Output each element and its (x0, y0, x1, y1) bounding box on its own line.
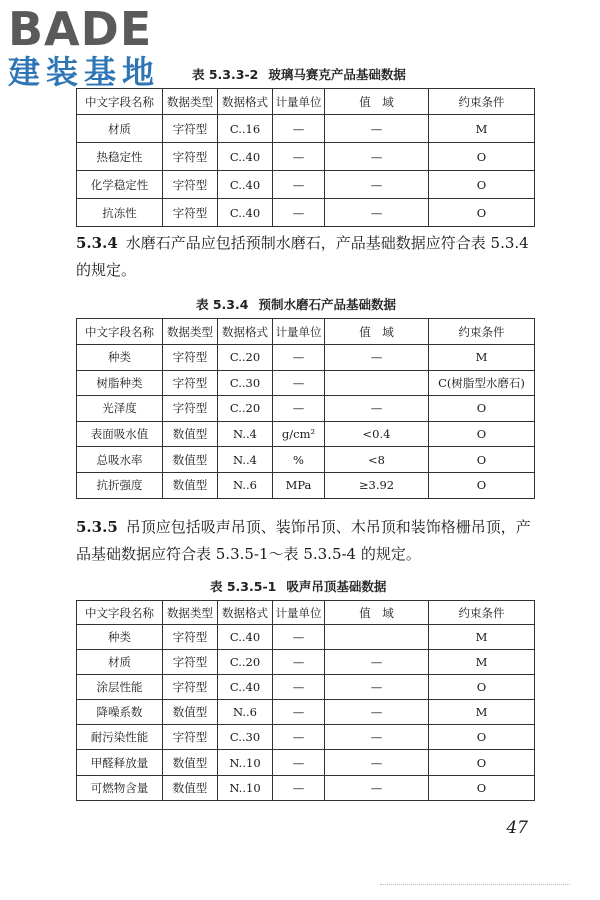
table-cell: 热稳定性 (77, 143, 163, 171)
column-header: 约束条件 (429, 89, 535, 115)
table-cell (325, 370, 429, 396)
column-header: 约束条件 (429, 601, 535, 625)
table-cell: M (429, 700, 535, 725)
table-cell: — (273, 775, 325, 800)
table2-title: 预制水磨石产品基础数据 (258, 297, 396, 312)
table2 (76, 318, 535, 499)
paragraph-5-3-4 (76, 230, 536, 284)
table-cell: 光泽度 (77, 396, 163, 422)
table-cell: N..10 (218, 775, 273, 800)
table3 (76, 600, 535, 801)
table-cell: C..40 (218, 199, 273, 227)
table-row (77, 447, 535, 473)
table-cell: — (273, 725, 325, 750)
table-row (77, 143, 535, 171)
table-cell: M (429, 625, 535, 650)
table-cell: — (273, 115, 325, 143)
paragraph-5-3-5 (76, 514, 536, 568)
table-cell: 耐污染性能 (77, 725, 163, 750)
table-cell: — (273, 625, 325, 650)
table-cell: O (429, 143, 535, 171)
table-cell: 数值型 (163, 750, 218, 775)
table-cell: N..6 (218, 472, 273, 498)
table-cell: — (325, 675, 429, 700)
table-cell: <8 (325, 447, 429, 473)
table-cell: % (273, 447, 325, 473)
table-cell: 种类 (77, 345, 163, 371)
table-cell: 字符型 (163, 199, 218, 227)
table-cell: C(树脂型水磨石) (429, 370, 535, 396)
table-cell: 字符型 (163, 625, 218, 650)
table-cell: — (273, 750, 325, 775)
logo-wordmark: BADE (8, 2, 153, 56)
table-cell: C..40 (218, 625, 273, 650)
column-header: 数据类型 (163, 89, 218, 115)
table-cell: C..40 (218, 171, 273, 199)
paragraph-text: 水磨石产品应包括预制水磨石，产品基础数据应符合表 5.3.4 的规定。 (76, 234, 529, 279)
table-cell: 字符型 (163, 675, 218, 700)
table-cell: <0.4 (325, 421, 429, 447)
column-header: 计量单位 (273, 601, 325, 625)
table-row (77, 421, 535, 447)
table-cell (325, 625, 429, 650)
paragraph-text: 吊顶应包括吸声吊顶、装饰吊顶、木吊顶和装饰格栅吊顶，产品基础数据应符合表 5.3.5-1～表 5.3.5-4 的规定。 (76, 518, 531, 563)
table-cell: 数值型 (163, 700, 218, 725)
column-header: 数据格式 (218, 601, 273, 625)
table-cell: O (429, 750, 535, 775)
table-cell: C..20 (218, 650, 273, 675)
table-cell: — (273, 171, 325, 199)
column-header: 计量单位 (273, 89, 325, 115)
table-cell: 甲醛释放量 (77, 750, 163, 775)
column-header: 值 域 (325, 319, 429, 345)
table-row (77, 625, 535, 650)
table-cell: 字符型 (163, 171, 218, 199)
table-cell: ≥3.92 (325, 472, 429, 498)
table-row (77, 472, 535, 498)
column-header: 值 域 (325, 89, 429, 115)
table-cell: M (429, 345, 535, 371)
table2-caption (196, 295, 396, 313)
table-cell: N..4 (218, 447, 273, 473)
table1-caption (192, 65, 406, 83)
section-number: 5.3.4 (76, 234, 118, 252)
table-cell: C..20 (218, 345, 273, 371)
table1-number: 表 5.3.3-2 (192, 67, 259, 82)
table-cell: C..30 (218, 370, 273, 396)
table-cell: 字符型 (163, 725, 218, 750)
column-header: 数据类型 (163, 601, 218, 625)
table-row (77, 115, 535, 143)
column-header: 数据格式 (218, 89, 273, 115)
table-cell: 字符型 (163, 650, 218, 675)
table-cell: 总吸水率 (77, 447, 163, 473)
table-cell: 数值型 (163, 775, 218, 800)
table-cell: — (325, 143, 429, 171)
table-header-row (77, 319, 535, 345)
table3-title: 吸声吊顶基础数据 (286, 579, 387, 594)
table-cell: 数值型 (163, 421, 218, 447)
table-header-row (77, 601, 535, 625)
table-row (77, 370, 535, 396)
table-row (77, 750, 535, 775)
table2-number: 表 5.3.4 (196, 297, 249, 312)
table-cell: — (273, 370, 325, 396)
table-cell: 材质 (77, 650, 163, 675)
table-cell: 化学稳定性 (77, 171, 163, 199)
table-row (77, 725, 535, 750)
table-cell: 数值型 (163, 447, 218, 473)
table-cell: 字符型 (163, 115, 218, 143)
table-cell: C..20 (218, 396, 273, 422)
table-cell: O (429, 472, 535, 498)
table3-caption (210, 577, 386, 595)
table-cell: — (273, 199, 325, 227)
table-row (77, 171, 535, 199)
table-cell: O (429, 199, 535, 227)
table-row (77, 396, 535, 422)
table-cell: 数值型 (163, 472, 218, 498)
column-header: 计量单位 (273, 319, 325, 345)
table-cell: — (325, 650, 429, 675)
table-cell: C..30 (218, 725, 273, 750)
table-cell: C..16 (218, 115, 273, 143)
table-cell: 涂层性能 (77, 675, 163, 700)
table-cell: 表面吸水值 (77, 421, 163, 447)
table-cell: 抗折强度 (77, 472, 163, 498)
table-cell: 字符型 (163, 396, 218, 422)
table1 (76, 88, 535, 227)
table-row (77, 775, 535, 800)
table-row (77, 700, 535, 725)
column-header: 中文字段名称 (77, 601, 163, 625)
table-cell: O (429, 675, 535, 700)
table-cell: — (325, 171, 429, 199)
table-row (77, 675, 535, 700)
table-cell: 树脂种类 (77, 370, 163, 396)
table-cell: M (429, 650, 535, 675)
table-cell: — (325, 345, 429, 371)
table3-number: 表 5.3.5-1 (210, 579, 277, 594)
logo (8, 4, 183, 90)
table-cell: M (429, 115, 535, 143)
table-cell: O (429, 396, 535, 422)
table-cell: — (325, 115, 429, 143)
table-cell: — (273, 345, 325, 371)
column-header: 值 域 (325, 601, 429, 625)
page-number: 47 (506, 818, 528, 838)
table-cell: 降噪系数 (77, 700, 163, 725)
table-cell: — (325, 775, 429, 800)
table-cell: — (325, 396, 429, 422)
table-cell: — (325, 700, 429, 725)
table-cell: — (325, 199, 429, 227)
table-cell: — (325, 750, 429, 775)
table-cell: 抗冻性 (77, 199, 163, 227)
table-cell: 种类 (77, 625, 163, 650)
table-cell: O (429, 171, 535, 199)
logo-subtitle: 建装基地 (8, 53, 161, 91)
table-cell: O (429, 421, 535, 447)
table-cell: O (429, 447, 535, 473)
table-row (77, 345, 535, 371)
table-header-row (77, 89, 535, 115)
table-cell: MPa (273, 472, 325, 498)
table-cell: — (273, 650, 325, 675)
table-cell: — (273, 396, 325, 422)
table-cell: N..4 (218, 421, 273, 447)
table1-title: 玻璃马赛克产品基础数据 (268, 67, 406, 82)
table-cell: O (429, 775, 535, 800)
table-row (77, 199, 535, 227)
scan-artifact-line (380, 884, 570, 887)
table-cell: 字符型 (163, 345, 218, 371)
table-cell: — (273, 675, 325, 700)
section-number: 5.3.5 (76, 518, 118, 536)
column-header: 数据格式 (218, 319, 273, 345)
table-row (77, 650, 535, 675)
table-cell: 字符型 (163, 143, 218, 171)
table-cell: 可燃物含量 (77, 775, 163, 800)
table-cell: N..10 (218, 750, 273, 775)
table-cell: N..6 (218, 700, 273, 725)
column-header: 约束条件 (429, 319, 535, 345)
column-header: 数据类型 (163, 319, 218, 345)
table-cell: O (429, 725, 535, 750)
table-cell: — (325, 725, 429, 750)
table-cell: C..40 (218, 675, 273, 700)
table-cell: g/cm² (273, 421, 325, 447)
table-cell: C..40 (218, 143, 273, 171)
column-header: 中文字段名称 (77, 319, 163, 345)
table-cell: — (273, 143, 325, 171)
column-header: 中文字段名称 (77, 89, 163, 115)
table-cell: 材质 (77, 115, 163, 143)
table-cell: — (273, 700, 325, 725)
table-cell: 字符型 (163, 370, 218, 396)
